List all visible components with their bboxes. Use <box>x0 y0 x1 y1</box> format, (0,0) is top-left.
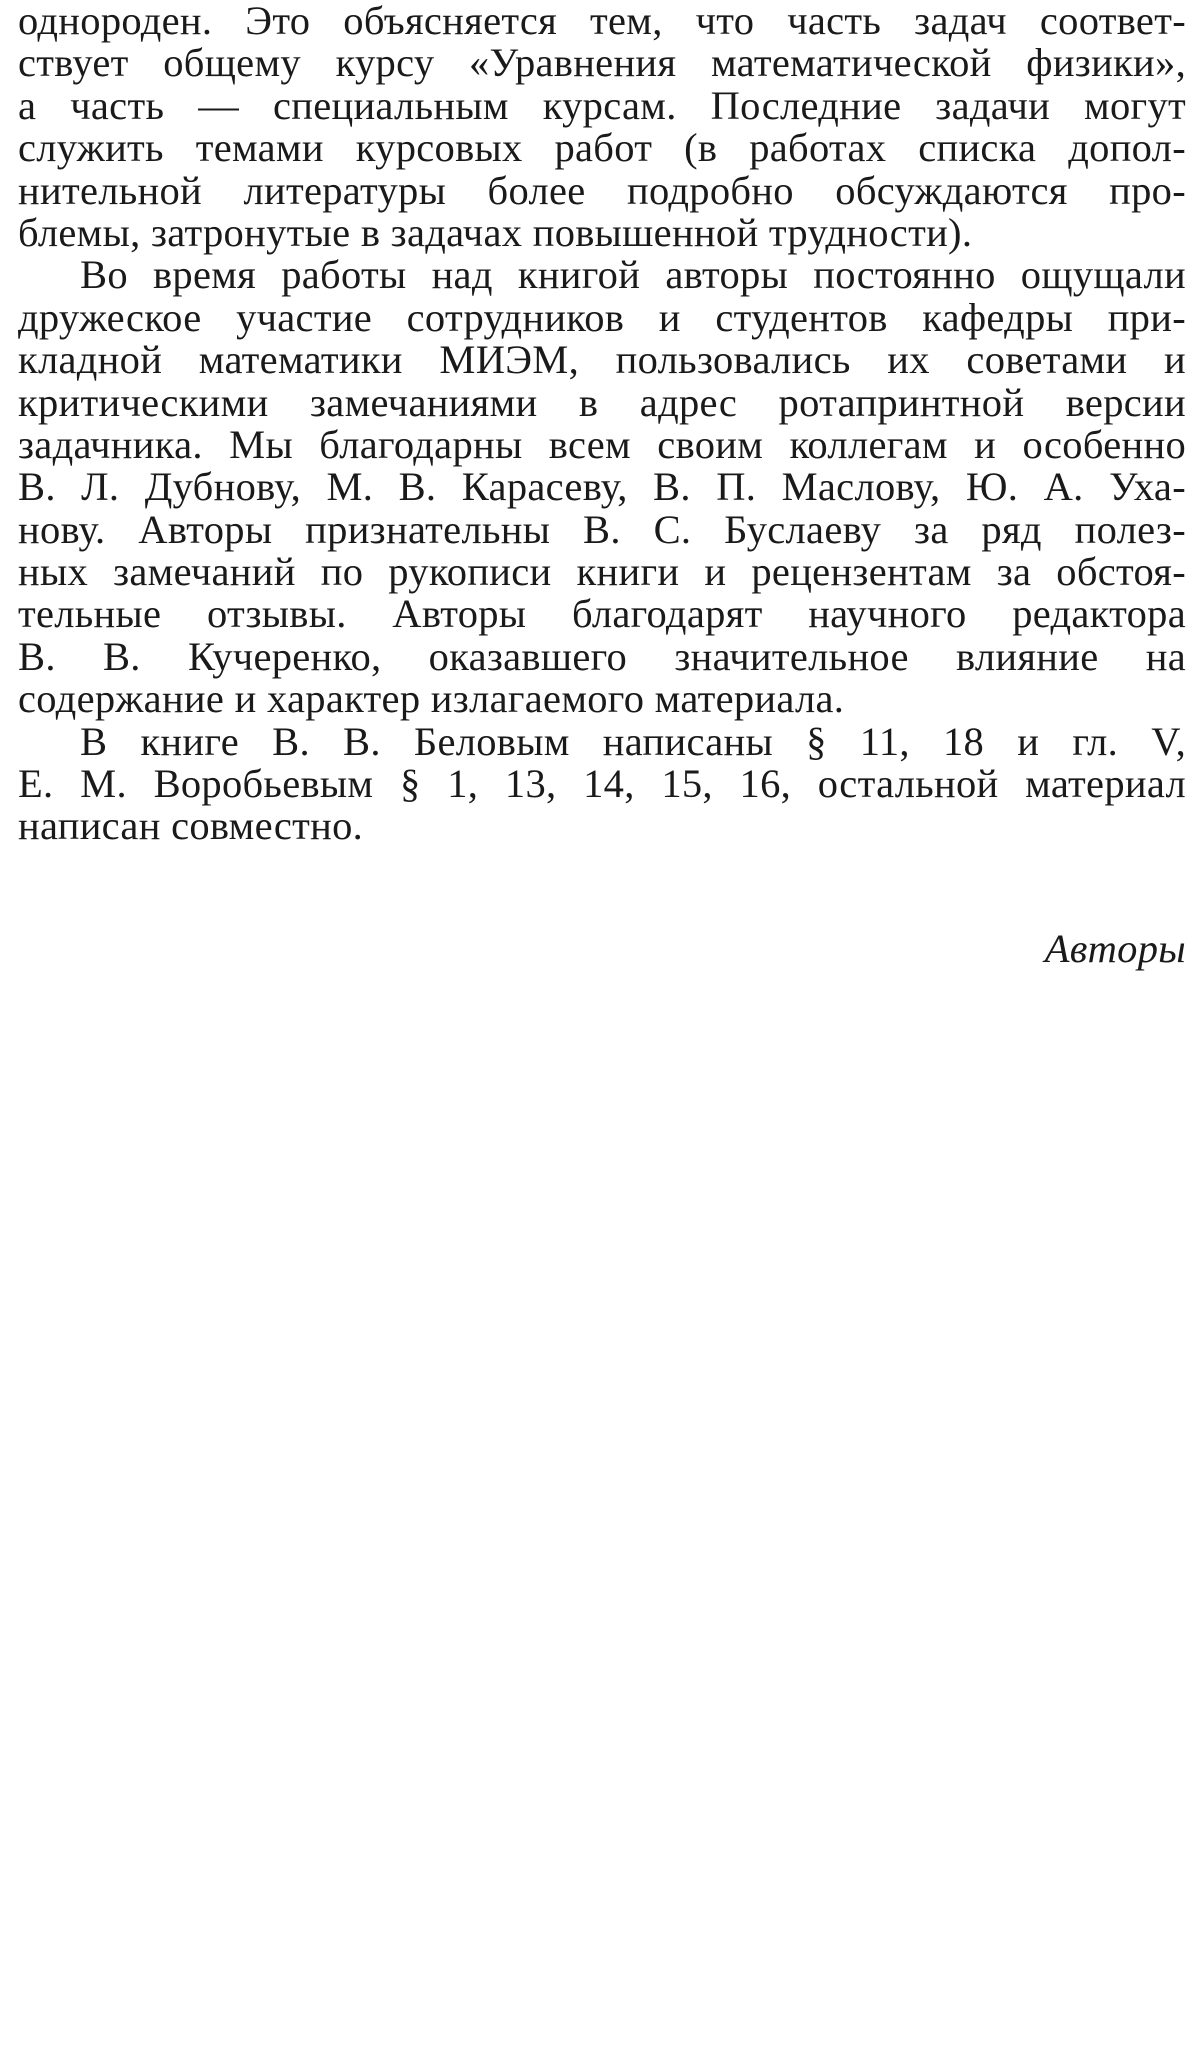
text-line: В. Л. Дубнову, М. В. Карасеву, В. П. Маслову, Ю. А. Уха- <box>18 464 1186 510</box>
text-line: а часть — специальным курсам. Последние задачи могут <box>18 82 1186 128</box>
text-line: В. В. Кучеренко, оказавшего значительное влияние на <box>18 633 1186 679</box>
text-line: блемы, затронутые в задачах повышенной трудности). <box>18 209 973 255</box>
document-page <box>18 0 1186 971</box>
text-line: написан совместно. <box>18 803 364 849</box>
text-line: В книге В. В. Беловым написаны § 11, 18 и гл. V, <box>80 718 1186 764</box>
text-line: Во время работы над книгой авторы постоянно ощущали <box>80 252 1186 298</box>
text-line: кладной математики МИЭМ, пользовались их советами и <box>18 337 1186 383</box>
text-line: нительной литературы более подробно обсуждаются про- <box>18 167 1186 213</box>
paragraph-1 <box>18 0 1186 254</box>
text-line: ных замечаний по рукописи книги и рецензентам за обстоя- <box>18 549 1186 595</box>
text-line: тельные отзывы. Авторы благодарят научного редактора <box>18 591 1186 637</box>
signature: Авторы <box>1044 926 1186 971</box>
text-line: задачника. Мы благодарны всем своим коллегам и особенно <box>18 421 1186 467</box>
text-line: служить темами курсовых работ (в работах списка допол- <box>18 125 1186 171</box>
text-line: нову. Авторы признательны В. С. Буслаеву за ряд полез- <box>18 506 1186 552</box>
text-line: критическими замечаниями в адрес ротапринтной версии <box>18 379 1186 425</box>
paragraph-3 <box>18 718 1186 849</box>
paragraph-2 <box>18 254 1186 720</box>
text-line: содержание и характер излагаемого материала. <box>18 676 845 722</box>
text-line: однороден. Это объясняется тем, что часть задач соответ- <box>18 0 1186 43</box>
text-line: дружеское участие сотрудников и студентов кафедры при- <box>18 294 1186 340</box>
text-line: ствует общему курсу «Уравнения математической физики», <box>18 40 1186 86</box>
text-line: Е. М. Воробьевым § 1, 13, 14, 15, 16, остальной материал <box>18 761 1186 807</box>
